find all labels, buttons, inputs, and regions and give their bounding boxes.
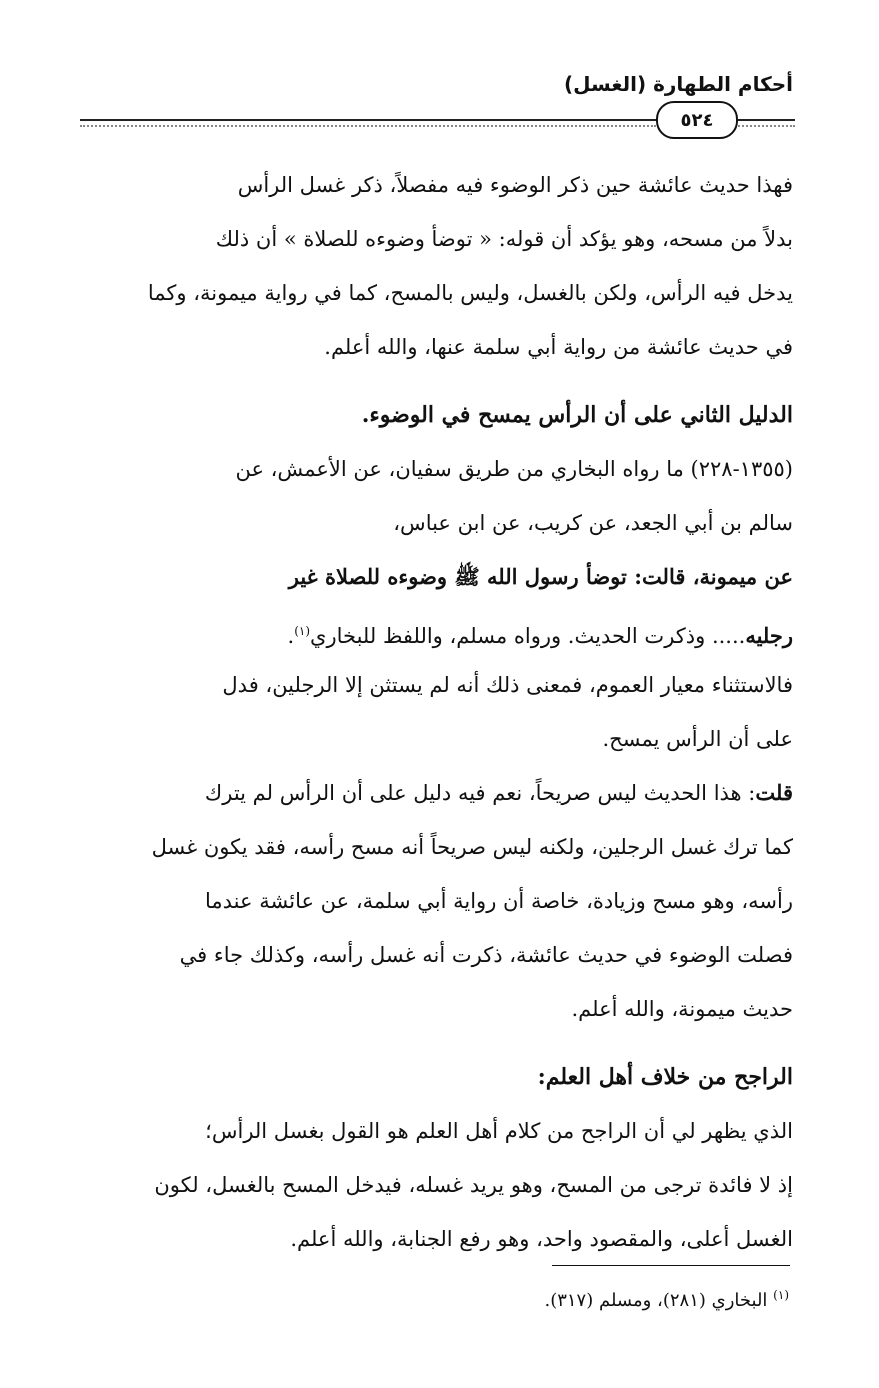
header-rule <box>80 119 656 121</box>
running-header-title: أحكام الطهارة (الغسل) <box>563 72 793 96</box>
text-line: سالم بن أبي الجعد، عن كريب، عن ابن عباس، <box>393 511 793 535</box>
text-line: فهذا حديث عائشة حين ذكر الوضوء فيه مفصلاً، ذكر غسل الرأس <box>237 173 793 197</box>
page-number: ٥٢٤ <box>656 101 738 139</box>
header-rule-tail <box>735 119 795 121</box>
text-line <box>80 766 793 820</box>
text-line: رأسه، وهو مسح وزيادة، خاصة أن رواية أبي سلمة، عن عائشة عندما <box>205 889 793 913</box>
footnote-text: البخاري (٢٨١)، ومسلم (٣١٧). <box>544 1290 768 1311</box>
text-span: ..... وذكرت الحديث. ورواه مسلم، واللفظ للبخاري <box>310 624 746 648</box>
header-rule-tail-dotted <box>735 125 795 127</box>
lead-word: قلت <box>755 780 793 805</box>
text-line <box>80 604 793 658</box>
text-line: فالاستثناء معيار العموم، فمعنى ذلك أنه لم يستثن إلا الرجلين، فدل <box>222 673 793 697</box>
footnote-marker[interactable]: (١) <box>294 624 311 638</box>
text-line: يدخل فيه الرأس، ولكن بالغسل، وليس بالمسح، كما في رواية ميمونة، وكما <box>147 281 793 305</box>
text-line: الغسل أعلى، والمقصود واحد، وهو رفع الجنابة، والله أعلم. <box>290 1227 793 1251</box>
footnote <box>544 1288 789 1311</box>
header-rule-dotted <box>80 125 656 127</box>
text-line: (١٣٥٥-٢٢٨) ما رواه البخاري من طريق سفيان، عن الأعمش، عن <box>235 457 793 481</box>
text-line: حديث ميمونة، والله أعلم. <box>571 997 793 1021</box>
text-span: : هذا الحديث ليس صريحاً، نعم فيه دليل على أن الرأس لم يترك <box>204 781 756 805</box>
body-text <box>80 158 793 1266</box>
text-line: فصلت الوضوء في حديث عائشة، ذكرت أنه غسل رأسه، وكذلك جاء في <box>179 943 793 967</box>
section-heading: الراجح من خلاف أهل العلم: <box>537 1064 793 1090</box>
text-line: كما ترك غسل الرجلين، ولكنه ليس صريحاً أنه مسح رأسه، فقد يكون غسل <box>151 835 793 859</box>
text-span: . <box>287 624 295 648</box>
text-line: بدلاً من مسحه، وهو يؤكد أن قوله: « توضأ وضوءه للصلاة » أن ذلك <box>215 227 793 251</box>
text-line: إذ لا فائدة ترجى من المسح، وهو يريد غسله، فيدخل المسح بالغسل، لكون <box>154 1173 793 1197</box>
text-line: في حديث عائشة من رواية أبي سلمة عنها، والله أعلم. <box>324 335 793 359</box>
footnote-rule <box>552 1265 790 1266</box>
hadith-text: عن ميمونة، قالت: توضأ رسول الله ﷺ وضوءه للصلاة غير <box>288 564 793 589</box>
text-line: الذي يظهر لي أن الراجح من كلام أهل العلم هو القول بغسل الرأس؛ <box>205 1119 793 1143</box>
section-heading: الدليل الثاني على أن الرأس يمسح في الوضوء. <box>361 402 793 428</box>
footnote-number: (١) <box>773 1288 789 1302</box>
hadith-text-end: رجليه <box>745 623 793 648</box>
text-line: على أن الرأس يمسح. <box>602 727 793 751</box>
